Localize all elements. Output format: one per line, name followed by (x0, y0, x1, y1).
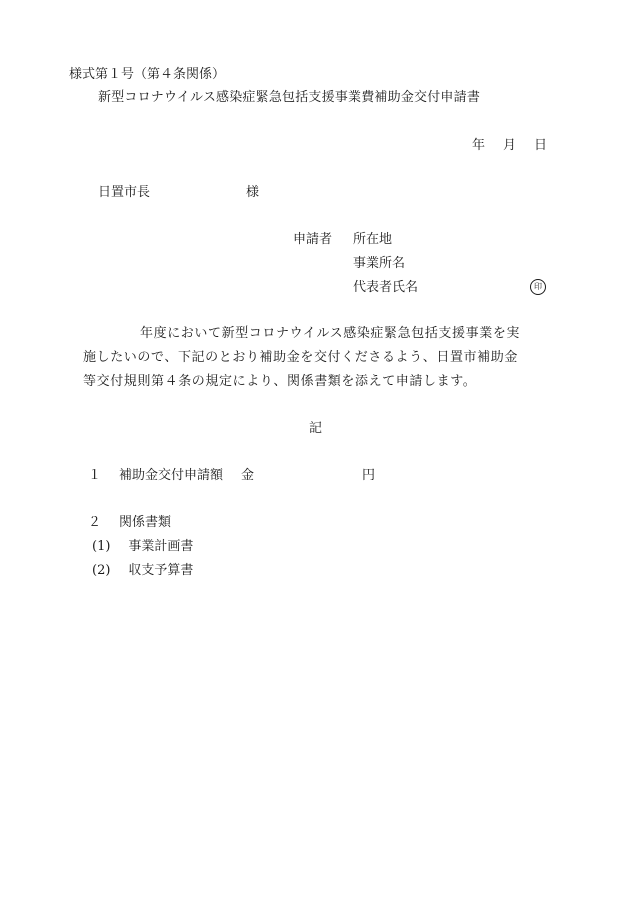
applicant-label: 申請者 (293, 232, 333, 247)
body-text-line-3: 等交付規則第４条の規定により、関係書類を添えて申請します。 (83, 374, 477, 389)
seal-mark-icon: 印 (530, 279, 546, 295)
sub1-number: (1) (92, 539, 111, 554)
item1-prefix: 金 (241, 468, 255, 483)
item-related-documents (88, 516, 171, 529)
body-text-line-2: 施したいので、下記のとおり補助金を交付くださるよう、日置市補助金 (83, 350, 518, 365)
date-month: 月 (503, 138, 517, 153)
date-day: 日 (534, 138, 548, 153)
body-text-line-1: 年度において新型コロナウイルス感染症緊急包括支援事業を実 (140, 326, 521, 341)
item2-label: 関係書類 (119, 515, 172, 530)
sub-item-business-plan (92, 540, 193, 553)
item-application-amount (88, 469, 375, 482)
item1-number: １ (88, 468, 102, 483)
representative-name-label: 代表者氏名 (353, 280, 419, 295)
addressee-name: 日置市長 (98, 185, 151, 200)
ki-heading: 記 (309, 421, 323, 436)
sub-item-budget (92, 564, 193, 577)
sub2-label: 収支予算書 (128, 563, 194, 578)
document-title: 新型コロナウイルス感染症緊急包括支援事業費補助金交付申請書 (98, 90, 481, 105)
item1-unit: 円 (362, 468, 376, 483)
date-line (472, 139, 547, 152)
address-label: 所在地 (353, 232, 393, 247)
sub2-number: (2) (92, 563, 111, 578)
addressee (98, 186, 259, 199)
addressee-honorific: 様 (246, 185, 260, 200)
office-name-label: 事業所名 (353, 256, 406, 271)
form-number: 様式第１号（第４条関係） (69, 67, 226, 82)
item2-number: ２ (88, 515, 102, 530)
date-year: 年 (472, 138, 486, 153)
item1-label: 補助金交付申請額 (119, 468, 224, 483)
sub1-label: 事業計画書 (128, 539, 194, 554)
